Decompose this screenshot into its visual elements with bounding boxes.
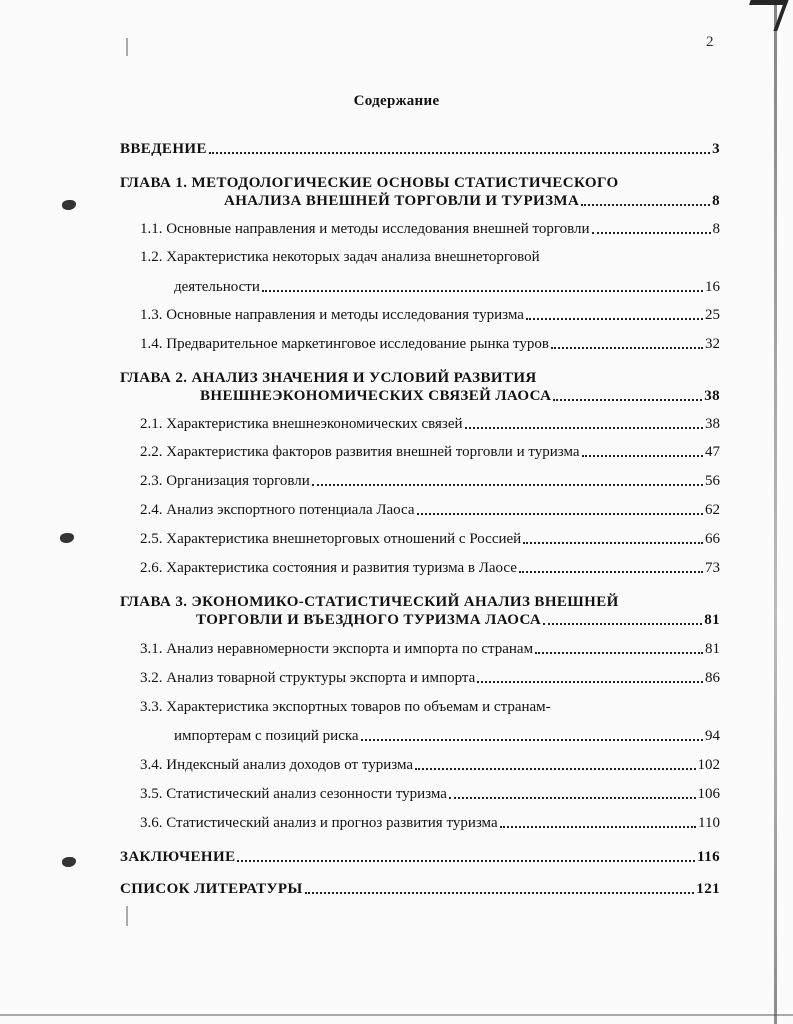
- toc-entry-label: 3.1. Анализ неравномерности экспорта и импорта по странам: [140, 641, 534, 657]
- toc-entry-page: 47: [705, 444, 720, 460]
- dot-leader: [415, 768, 696, 770]
- chapter-3-heading-line-1[interactable]: ГЛАВА 3. ЭКОНОМИКО-СТАТИСТИЧЕСКИЙ АНАЛИЗ ВНЕШНЕЙ: [120, 594, 619, 610]
- dot-leader: [361, 739, 703, 741]
- toc-entry-label: ЗАКЛЮЧЕНИЕ: [120, 849, 236, 865]
- toc-entry-2-5[interactable]: [140, 530, 720, 548]
- dot-leader: [543, 623, 702, 625]
- toc-entry-3-3-line-1[interactable]: 3.3. Характеристика экспортных товаров по объемам и странам-: [140, 699, 551, 715]
- toc-entry-page: 32: [705, 336, 720, 352]
- toc-entry-chapter-2[interactable]: [200, 387, 720, 405]
- dot-leader: [553, 399, 702, 401]
- toc-entry-page: 121: [696, 881, 720, 897]
- scan-bottom-edge: [0, 1014, 793, 1016]
- toc-entry-label: 3.5. Статистический анализ сезонности туризма: [140, 786, 447, 802]
- dot-leader: [465, 427, 703, 429]
- toc-entry-3-2[interactable]: [140, 669, 720, 687]
- dot-leader: [449, 797, 696, 799]
- toc-title: Содержание: [353, 93, 440, 109]
- toc-entry-label: 2.4. Анализ экспортного потенциала Лаоса: [140, 502, 415, 518]
- dot-leader: [477, 681, 703, 683]
- scan-corner-fold: [739, 0, 788, 31]
- dot-leader: [237, 860, 695, 862]
- chapter-2-heading-line-2: ВНЕШНЕЭКОНОМИЧЕСКИХ СВЯЗЕЙ ЛАОСА: [200, 388, 552, 404]
- toc-entry-3-5[interactable]: [140, 785, 720, 803]
- dot-leader: [417, 513, 703, 515]
- dot-leader: [535, 652, 703, 654]
- toc-entry-2-1[interactable]: [140, 415, 720, 433]
- chapter-1-heading-line-2: АНАЛИЗА ВНЕШНЕЙ ТОРГОВЛИ И ТУРИЗМА: [224, 193, 580, 209]
- toc-entry-page: 38: [705, 416, 720, 432]
- dot-leader: [592, 232, 711, 234]
- toc-entry-page: 38: [704, 388, 720, 404]
- toc-entry-page: 62: [705, 502, 720, 518]
- toc-entry-3-3[interactable]: [174, 727, 720, 745]
- toc-entry-label: 2.1. Характеристика внешнеэкономических связей: [140, 416, 463, 432]
- toc-entry-label: 2.2. Характеристика факторов развития внешней торговли и туризма: [140, 444, 580, 460]
- toc-entry-page: 8: [712, 193, 720, 209]
- toc-entry-label: деятельности: [174, 279, 260, 295]
- toc-entry-label: СПИСОК ЛИТЕРАТУРЫ: [120, 881, 303, 897]
- chapter-3-heading-line-2: ТОРГОВЛИ И ВЪЕЗДНОГО ТУРИЗМА ЛАОСА: [196, 612, 542, 628]
- toc-entry-3-1[interactable]: [140, 640, 720, 658]
- dot-leader: [582, 455, 703, 457]
- toc-entry-page: 106: [697, 786, 720, 802]
- toc-entry-page: 56: [705, 473, 720, 489]
- toc-entry-label: 1.1. Основные направления и методы исследования внешней торговли: [140, 221, 590, 237]
- dot-leader: [581, 204, 710, 206]
- dot-leader: [305, 892, 695, 894]
- toc-entry-1-1[interactable]: [140, 220, 720, 238]
- scan-right-edge: [774, 0, 777, 1024]
- chapter-1-heading-line-1[interactable]: ГЛАВА 1. МЕТОДОЛОГИЧЕСКИЕ ОСНОВЫ СТАТИСТИЧЕСКОГО: [120, 175, 619, 191]
- toc-entry-3-4[interactable]: [140, 756, 720, 774]
- toc-entry-2-4[interactable]: [140, 501, 720, 519]
- toc-entry-page: 3: [712, 141, 720, 157]
- toc-entry-page: 25: [705, 307, 720, 323]
- toc-entry-references[interactable]: [120, 880, 720, 898]
- dot-leader: [209, 152, 710, 154]
- toc-entry-label: 1.3. Основные направления и методы исследования туризма: [140, 307, 524, 323]
- punch-hole-mark: [62, 200, 76, 210]
- toc-entry-page: 16: [705, 279, 720, 295]
- punch-hole-mark: [62, 857, 76, 867]
- toc-entry-1-4[interactable]: [140, 335, 720, 353]
- toc-entry-label: 2.5. Характеристика внешнеторговых отношений с Россией: [140, 531, 522, 547]
- chapter-2-heading-line-1[interactable]: ГЛАВА 2. АНАЛИЗ ЗНАЧЕНИЯ И УСЛОВИЙ РАЗВИТИЯ: [120, 370, 537, 386]
- toc-entry-label: импортерам с позиций риска: [174, 728, 359, 744]
- toc-entry-page: 81: [705, 641, 720, 657]
- toc-entry-label: 3.6. Статистический анализ и прогноз развития туризма: [140, 815, 498, 831]
- toc-entry-2-3[interactable]: [140, 472, 720, 490]
- dot-leader: [551, 347, 703, 349]
- toc-entry-page: 102: [697, 757, 720, 773]
- dot-leader: [262, 290, 703, 292]
- dot-leader: [526, 318, 703, 320]
- toc-entry-page: 86: [705, 670, 720, 686]
- toc-entry-2-2[interactable]: [140, 443, 720, 461]
- toc-entry-1-2-line-1[interactable]: 1.2. Характеристика некоторых задач анализа внешнеторговой: [140, 249, 540, 265]
- toc-entry-chapter-1[interactable]: [224, 192, 720, 210]
- scan-margin-dash: [126, 38, 128, 56]
- punch-hole-mark: [60, 533, 74, 543]
- toc-entry-page: 94: [705, 728, 720, 744]
- toc-entry-label: 3.2. Анализ товарной структуры экспорта и импорта: [140, 670, 476, 686]
- toc-entry-label: 1.4. Предварительное маркетинговое исследование рынка туров: [140, 336, 549, 352]
- toc-entry-page: 73: [705, 560, 720, 576]
- toc-entry-conclusion[interactable]: [120, 848, 720, 866]
- toc-entry-3-6[interactable]: [140, 814, 720, 832]
- toc-entry-page: 116: [697, 849, 720, 865]
- toc-entry-introduction[interactable]: [120, 140, 720, 158]
- page-number: 2: [706, 34, 714, 50]
- toc-entry-1-3[interactable]: [140, 306, 720, 324]
- toc-entry-1-2[interactable]: [174, 278, 720, 296]
- dot-leader: [519, 571, 703, 573]
- toc-entry-label: 3.4. Индексный анализ доходов от туризма: [140, 757, 413, 773]
- toc-entry-page: 110: [698, 815, 720, 831]
- toc-entry-page: 8: [712, 221, 720, 237]
- toc-entry-label: 2.3. Организация торговли: [140, 473, 310, 489]
- toc-entry-label: 2.6. Характеристика состояния и развития туризма в Лаосе: [140, 560, 517, 576]
- toc-entry-page: 66: [705, 531, 720, 547]
- dot-leader: [523, 542, 703, 544]
- scan-margin-dash: [126, 906, 128, 926]
- toc-entry-2-6[interactable]: [140, 559, 720, 577]
- dot-leader: [500, 826, 696, 828]
- dot-leader: [312, 484, 703, 486]
- toc-entry-page: 81: [704, 612, 720, 628]
- toc-entry-chapter-3[interactable]: [196, 611, 720, 629]
- toc-entry-label: ВВЕДЕНИЕ: [120, 141, 207, 157]
